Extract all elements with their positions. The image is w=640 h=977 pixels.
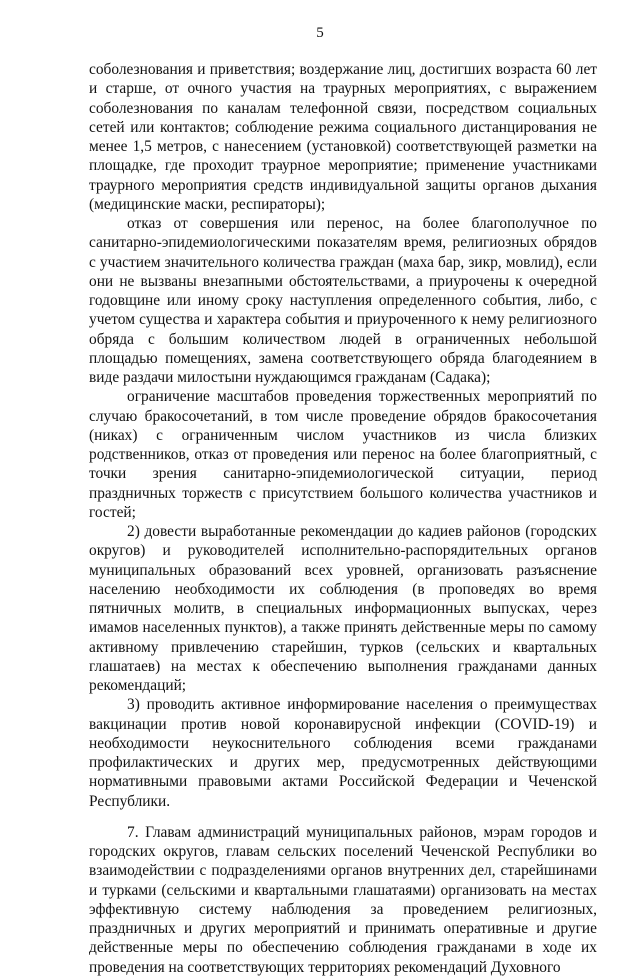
page-number: 5 (316, 25, 324, 41)
paragraph-item-3: 3) проводить активное информирование населения о преимуществах вакцинации против новой коронавирусной инфекции (COVID-19) и необходимости неукоснительного соблюдения всеми гражданами профилактических и других мер, предусмотренных действующими нормативными правовыми актами Российской Федерации и Чеченской Республики. (89, 696, 597, 810)
paragraph-item-2: 2) довести выработанные рекомендации до кадиев районов (городских округов) и руководителей исполнительно-распорядительных органов муниципальных образований всех уровней, организовать разъяснение населению необходимости их соблюдения (в проповедях во время пятничных молитв, в специальных информационных выпусках, через имамов населенных пунктов), а также принять действенные меры по самому активному привлечению старейшин, турков (сельских и квартальных глашатаев) на местах к обеспечению выполнения гражданами данных рекомендаций; (89, 523, 597, 694)
paragraph-religious-rites: отказ от совершения или перенос, на более благополучное по санитарно-эпидемиологическими показателям время, религиозных обрядов с участием значительного количества граждан (маха бар, зикр, мовлид), если они не вызваны внезапными обстоятельствами, а приурочены к очередной годовщине или иному сроку наступления определенного события, либо, с учетом существа и характера события и приуроченного к нему религиозного обряда с большим количеством людей в ограниченных небольшой площадью помещениях, замена соответствующего обряда благодеянием в виде раздачи милостыни нуждающимся гражданам (Садака); (89, 215, 597, 386)
paragraph-weddings: ограничение масштабов проведения торжественных мероприятий по случаю бракосочетаний, в том числе проведение обрядов бракосочетания (никах) с ограниченным числом участников из числа близких родственников, отказ от проведения или перенос на более благоприятный, с точки зрения санитарно-эпидемиологической ситуации, период праздничных торжеств с присутствием большого количества участников и гостей; (89, 388, 597, 521)
paragraph-continuation: соболезнования и приветствия; воздержание лиц, достигших возраста 60 лет и старше, от очного участия на траурных мероприятиях, с выражением соболезнования по каналам телефонной связи, посредством социальных сетей или контактов; соблюдение режима социального дистанцирования не менее 1,5 метров, с нанесением (установкой) соответствующей разметки на площадке, где проходит траурное мероприятие; применение участниками траурного мероприятия средств индивидуальной защиты органов дыхания (медицинские маски, респираторы); (89, 61, 597, 213)
document-body (89, 60, 597, 977)
paragraph-section-7: 7. Главам администраций муниципальных районов, мэрам городов и городских округов, главам сельских поселений Чеченской Республики во взаимодействии с подразделениями органов внутренних дел, старейшинами и турками (сельскими и квартальными глашатаями) организовать на местах эффективную систему наблюдения за проведением религиозных, праздничных и других мероприятий и принимать оперативные и другие действенные меры по обеспечению соблюдения гражданами в ходе их проведения на соответствующих территориях рекомендаций Духовного (89, 823, 597, 976)
